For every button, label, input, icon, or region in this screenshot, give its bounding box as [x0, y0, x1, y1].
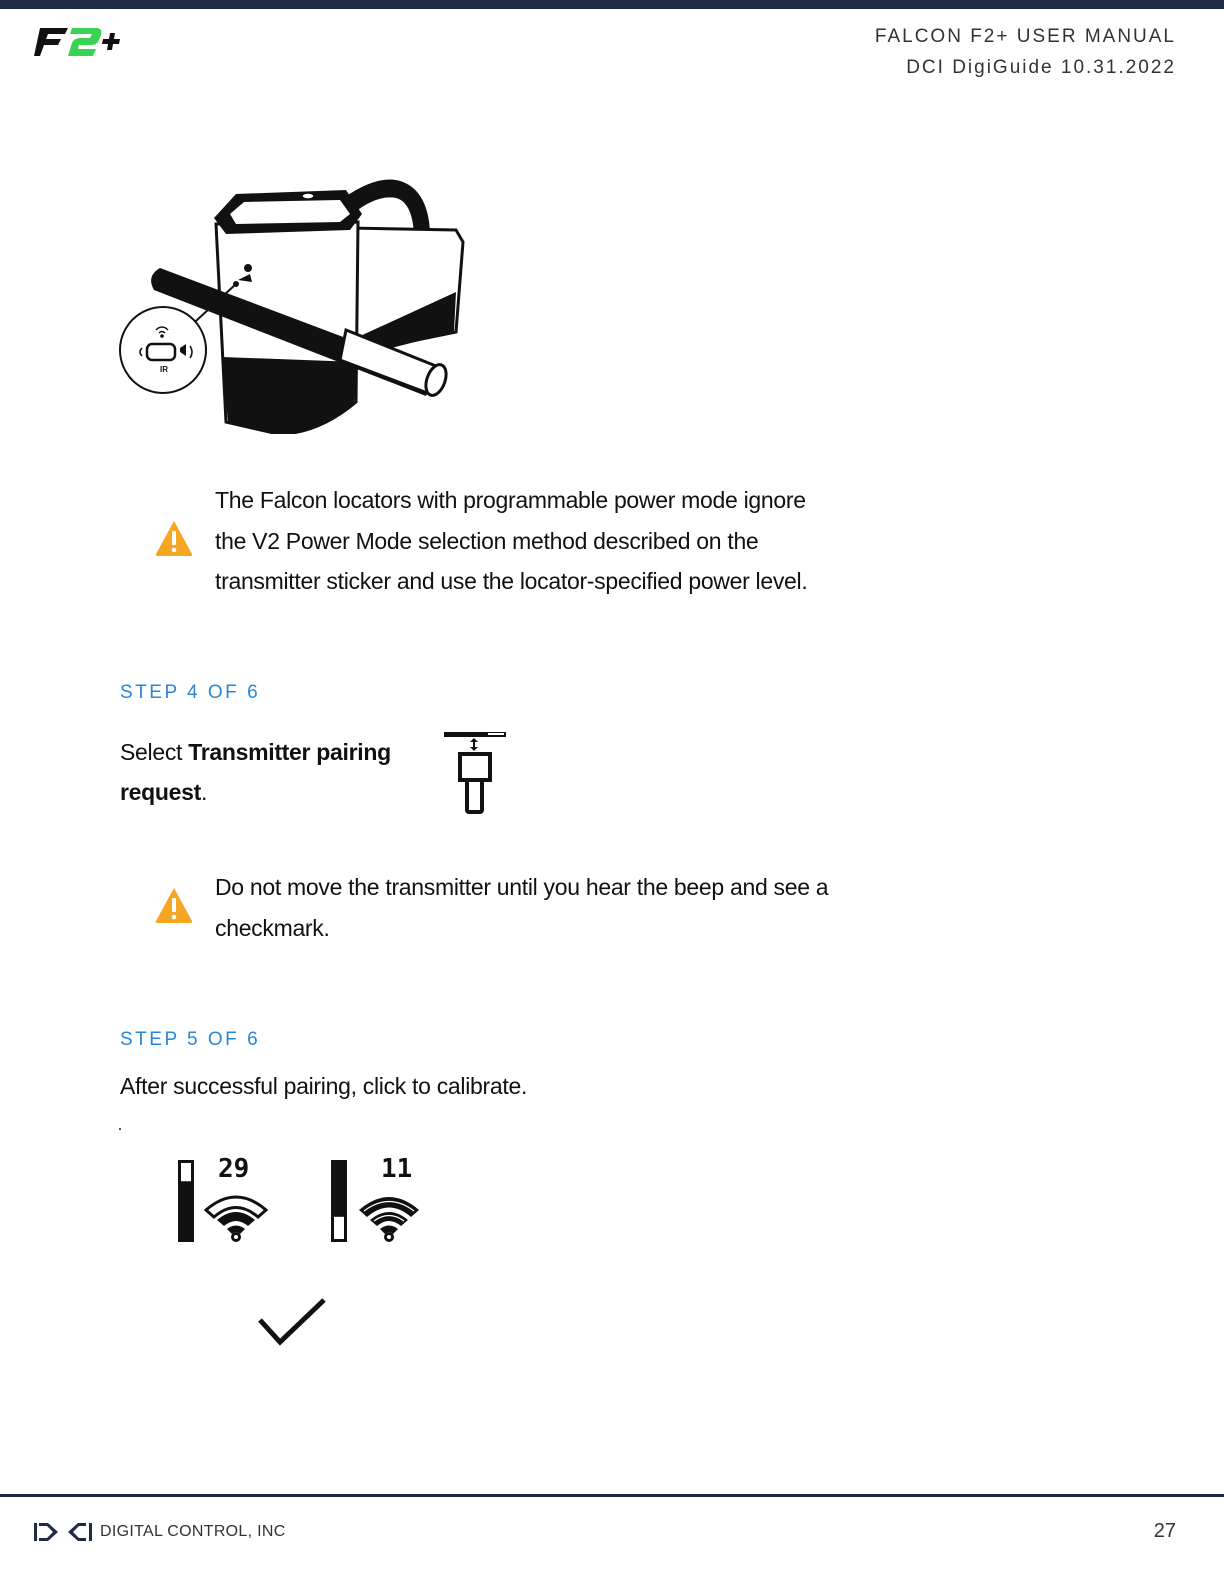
company-name: DIGITAL CONTROL, INC — [100, 1523, 286, 1540]
indicator-value-1: 29 — [218, 1154, 250, 1184]
do-not-move-note — [215, 867, 828, 948]
page-number: 27 — [1153, 1520, 1176, 1542]
step5-heading: STEP 5 OF 6 — [120, 1029, 261, 1050]
power-mode-note-line2: the V2 Power Mode selection method described on the — [215, 527, 759, 554]
f2-plus-logo — [34, 24, 129, 60]
manual-title: FALCON F2+ USER MANUAL — [874, 26, 1176, 47]
warning-icon — [154, 886, 194, 924]
checkmark-icon — [256, 1296, 328, 1348]
step4-text-post: . — [200, 779, 208, 805]
do-not-move-note-line1: Do not move the transmitter until you hear the beep and see a — [215, 874, 829, 900]
level-bar-2 — [331, 1160, 347, 1242]
transmitter-pairing-icon — [444, 730, 508, 818]
step4-menu-name-cont: request — [120, 779, 201, 805]
do-not-move-note-line2: checkmark. — [215, 914, 330, 941]
power-mode-note — [215, 480, 807, 602]
manual-version: DCI DigiGuide 10.31.2022 — [906, 57, 1176, 78]
power-mode-note-line3: transmitter sticker and use the locator-specified power level. — [215, 568, 808, 594]
step4-menu-name: Transmitter pairing — [188, 739, 391, 765]
indicator-value-2: 11 — [381, 1154, 413, 1184]
signal-full-icon — [356, 1190, 422, 1244]
level-bar-1 — [178, 1160, 194, 1242]
transmitter-on-locator-illustration — [118, 172, 468, 434]
dci-logo-icon — [34, 1521, 92, 1543]
step4-text-pre: Select — [120, 739, 189, 765]
signal-partial-icon — [203, 1190, 269, 1244]
ir-label: IR — [160, 365, 168, 374]
stray-dot — [119, 1128, 121, 1130]
step5-instruction: After successful pairing, click to calibrate. — [120, 1073, 528, 1099]
step4-instruction — [120, 732, 430, 812]
step4-heading: STEP 4 OF 6 — [120, 682, 261, 703]
warning-icon — [154, 519, 194, 557]
power-mode-note-line1: The Falcon locators with programmable power mode ignore — [215, 487, 806, 513]
footer-rule — [0, 1494, 1224, 1497]
top-rule — [0, 0, 1224, 9]
